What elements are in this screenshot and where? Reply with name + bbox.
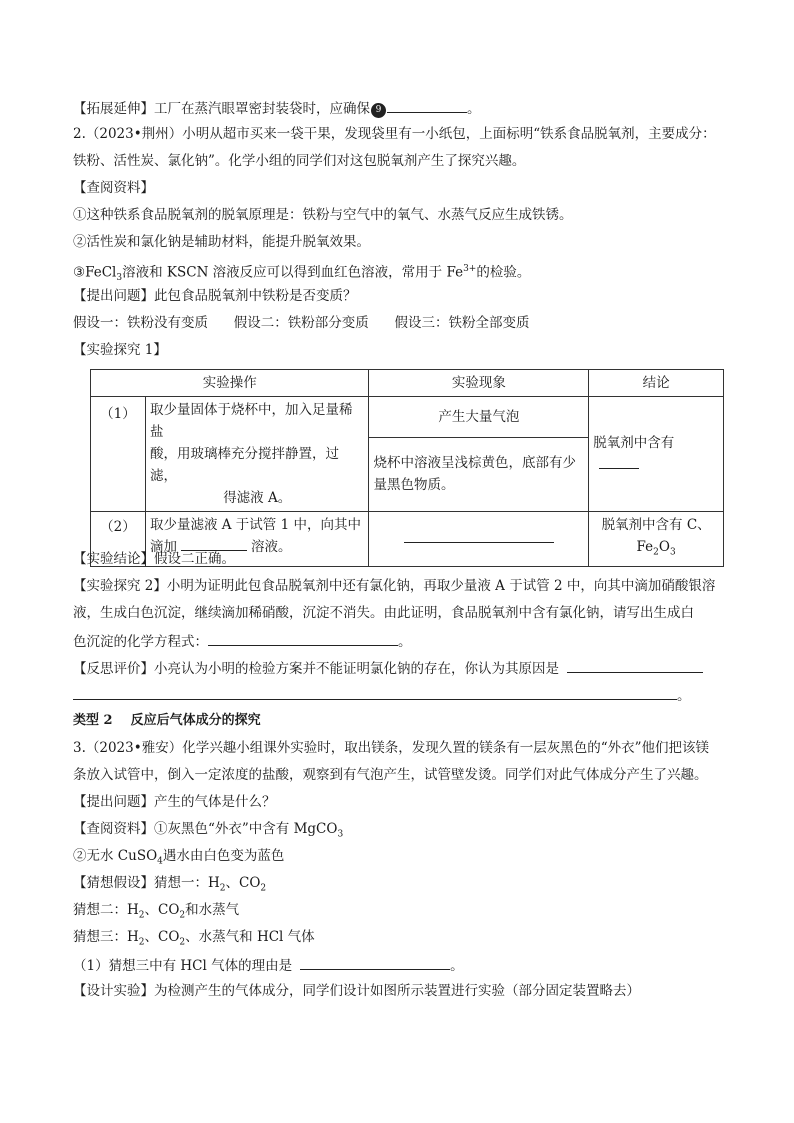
row-2-phenomenon-blank[interactable] <box>404 528 554 543</box>
table-header-row <box>91 370 724 397</box>
q3-query-2: ②无水 CuSO$_4$遇水由白色变为蓝色 <box>73 848 285 867</box>
extension-line: 【拓展延伸】工厂在蒸汽眼罩密封装袋时，应确保 9 。 <box>73 98 481 118</box>
info-1: ①这种铁系食品脱氧剂的脱氧原理是：铁粉与空气中的氧气、水蒸气反应生成铁锈。 <box>73 207 573 223</box>
header-conclusion: 结论 <box>589 370 724 397</box>
reason-blank[interactable] <box>300 955 450 970</box>
type-2-heading: 类型 2 反应后气体成分的探究 <box>73 713 261 728</box>
header-phenomenon: 实验现象 <box>369 370 589 397</box>
explore-2-line-2: 液，生成白色沉淀，继续滴加稀硝酸，沉淀不消失。由此证明，食品脱氧剂中含有氯化钠，请写出生成白 <box>73 605 694 621</box>
query-heading: 【查阅资料】 <box>73 180 154 196</box>
info-3: ③FeCl$_3$溶液和 KSCN 溶液反应可以得到血红色溶液，常用于 $Fe^{3+}$的检验。 <box>73 264 531 284</box>
info-2: ②活性炭和氯化钠是辅助材料，能提升脱氧效果。 <box>73 234 370 250</box>
answer-blank-9[interactable] <box>387 98 467 113</box>
row-number: （2） <box>91 512 146 567</box>
table-row <box>91 397 724 438</box>
row-1-conclusion-blank[interactable] <box>599 454 639 469</box>
q2-line-2: 铁粉、活性炭、氯化钠”。化学小组的同学们对这包脱氧剂产生了探究兴趣。 <box>73 153 526 169</box>
reflect-blank-2[interactable] <box>73 685 677 700</box>
explore-1-heading: 【实验探究 1】 <box>73 342 167 358</box>
reflect-line-2: 。 <box>73 685 691 705</box>
design-line: 【设计实验】为检测产生的气体成分，同学们设计如图所示装置进行实验（部分固定装置略去） <box>73 983 640 999</box>
row-1-operation: 取少量固体于烧杯中，加入足量稀盐 酸，用玻璃棒充分搅拌静置，过滤， 得滤液 A。 <box>145 397 369 512</box>
row-number: （1） <box>91 397 146 512</box>
row-1-conclusion: 脱氧剂中含有 <box>589 397 724 512</box>
row-1-phenomenon-2: 烧杯中溶液呈浅棕黄色，底部有少 量黑色物质。 <box>369 437 589 511</box>
reflect-line: 【反思评价】小亮认为小明的检验方案并不能证明氯化钠的存在，你认为其原因是 <box>73 658 703 678</box>
row-2-operation: 取少量滤液 A 于试管 1 中，向其中 滴加 溶液。 <box>145 512 369 567</box>
row-2-conclusion: 脱氧剂中含有 C、 $Fe_2O_3$ <box>589 512 724 567</box>
header-operation: 实验操作 <box>91 370 369 397</box>
equation-blank[interactable] <box>208 631 398 646</box>
q3-question: 【提出问题】产生的气体是什么？ <box>73 794 276 810</box>
explore-2-line-3: 色沉淀的化学方程式： 。 <box>73 631 412 651</box>
q3-line-1: 3.（2023•雅安）化学兴趣小组课外实验时，取出镁条，发现久置的镁条有一层灰黑色的“外衣”他们把该镁 <box>73 740 710 756</box>
guess-1: 【猜想假设】猜想一：$H_2$、$CO_2$ <box>73 875 267 894</box>
conclusion-line: 【实验结论】假设二正确。 <box>73 551 235 567</box>
extension-text: 【拓展延伸】工厂在蒸汽眼罩密封装袋时，应确保 <box>73 101 370 117</box>
experiment-table <box>90 369 724 567</box>
question-line: 【提出问题】此包食品脱氧剂中铁粉是否变质？ <box>73 288 357 304</box>
q3-query-1: 【查阅资料】①灰黑色“外衣”中含有 MgCO$_3$ <box>73 821 344 840</box>
reflect-blank-1[interactable] <box>567 658 703 673</box>
row-1-phenomenon-1: 产生大量气泡 <box>369 397 589 438</box>
guess-3: 猜想三：$H_2$、$CO_2$、水蒸气和 HCl 气体 <box>73 929 315 948</box>
row-2-phenomenon <box>369 512 589 567</box>
circled-number-9: 9 <box>371 103 386 118</box>
q2-line-1: 2.（2023•荆州）小明从超市买来一袋干果，发现袋里有一小纸包，上面标明“铁系食品脱氧剂，主要成分： <box>73 126 716 142</box>
guess-2: 猜想二：$H_2$、$CO_2$和水蒸气 <box>73 902 240 921</box>
reason-line: （1）猜想三中有 HCl 气体的理由是 。 <box>73 955 464 975</box>
hypotheses-line: 假设一：铁粉没有变质 假设二：铁粉部分变质 假设三：铁粉全部变质 <box>73 315 530 331</box>
q3-line-2: 条放入试管中，倒入一定浓度的盐酸，观察到有气泡产生，试管壁发烫。同学们对此气体成分产生了兴趣。 <box>73 767 708 783</box>
explore-2-line-1: 【实验探究 2】小明为证明此包食品脱氧剂中还有氯化钠，再取少量液 A 于试管 2 中，向其中滴加硝酸银溶 <box>73 578 716 594</box>
row-2-reagent-blank[interactable] <box>181 536 247 551</box>
